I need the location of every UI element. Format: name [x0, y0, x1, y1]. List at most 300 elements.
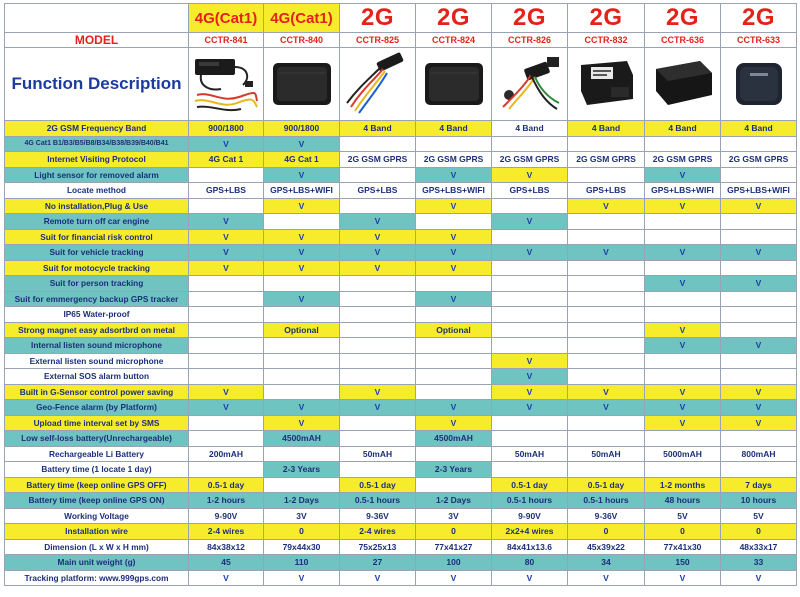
feature-value-cell: V: [721, 384, 797, 400]
generation-header: 2G: [340, 4, 416, 33]
feature-label: Rechargeable Li Battery: [5, 446, 189, 462]
product-image-cctr-841: [189, 48, 264, 121]
feature-value-cell: 110: [264, 555, 340, 571]
feature-value-cell: V: [264, 136, 340, 152]
function-description-title: Function Description: [5, 48, 189, 121]
product-image-cctr-826: [492, 48, 568, 121]
table-row: [5, 400, 797, 416]
feature-value-cell: V: [340, 214, 416, 230]
feature-label: Battery time (1 locate 1 day): [5, 462, 189, 478]
feature-value-cell: [721, 431, 797, 447]
feature-value-cell: [340, 322, 416, 338]
generation-row: [5, 4, 797, 33]
feature-value-cell: [189, 338, 264, 354]
feature-value-cell: [189, 276, 264, 292]
feature-value-cell: [492, 260, 568, 276]
generation-header: 2G: [721, 4, 797, 33]
feature-value-cell: [721, 353, 797, 369]
table-row: [5, 415, 797, 431]
feature-value-cell: 79x44x30: [264, 539, 340, 555]
feature-value-cell: [568, 353, 645, 369]
feature-value-cell: 2G GSM GPRS: [416, 152, 492, 168]
feature-value-cell: [568, 291, 645, 307]
model-name: CCTR-633: [721, 33, 797, 48]
feature-label: Remote turn off car engine: [5, 214, 189, 230]
feature-value-cell: GPS+LBS+WIFI: [416, 183, 492, 199]
feature-value-cell: V: [264, 260, 340, 276]
table-row: [5, 539, 797, 555]
feature-label: Installation wire: [5, 524, 189, 540]
feature-value-cell: [264, 446, 340, 462]
model-label: MODEL: [5, 33, 189, 48]
table-row: [5, 276, 797, 292]
feature-value-cell: 0.5-1 hours: [492, 493, 568, 509]
product-image-cctr-832: [568, 48, 645, 121]
feature-value-cell: [189, 167, 264, 183]
feature-value-cell: [264, 384, 340, 400]
feature-value-cell: [340, 462, 416, 478]
table-row: [5, 167, 797, 183]
product-image-cctr-825: [340, 48, 416, 121]
feature-value-cell: V: [568, 570, 645, 586]
table-row: [5, 183, 797, 199]
feature-value-cell: V: [340, 260, 416, 276]
feature-value-cell: V: [416, 260, 492, 276]
feature-value-cell: 900/1800: [264, 121, 340, 137]
feature-value-cell: V: [492, 353, 568, 369]
feature-value-cell: 4 Band: [568, 121, 645, 137]
feature-value-cell: 1-2 Days: [264, 493, 340, 509]
feature-value-cell: [189, 322, 264, 338]
feature-value-cell: 2-3 Years: [264, 462, 340, 478]
feature-value-cell: 77x41x27: [416, 539, 492, 555]
feature-value-cell: V: [264, 400, 340, 416]
model-name: CCTR-826: [492, 33, 568, 48]
product-image-row: [5, 48, 797, 121]
feature-value-cell: 9-36V: [568, 508, 645, 524]
feature-value-cell: 27: [340, 555, 416, 571]
feature-value-cell: [492, 415, 568, 431]
feature-value-cell: [721, 136, 797, 152]
feature-value-cell: V: [416, 167, 492, 183]
generation-header: 2G: [492, 4, 568, 33]
feature-value-cell: 2G GSM GPRS: [721, 152, 797, 168]
feature-value-cell: V: [416, 245, 492, 261]
table-row: [5, 369, 797, 385]
feature-value-cell: V: [645, 400, 721, 416]
table-row: [5, 307, 797, 323]
feature-value-cell: [340, 291, 416, 307]
feature-label: Main unit weight (g): [5, 555, 189, 571]
feature-value-cell: [189, 415, 264, 431]
feature-value-cell: 77x41x30: [645, 539, 721, 555]
feature-value-cell: [189, 198, 264, 214]
feature-value-cell: 0.5-1 hours: [340, 493, 416, 509]
feature-value-cell: [645, 136, 721, 152]
model-row: [5, 33, 797, 48]
feature-value-cell: V: [721, 400, 797, 416]
feature-value-cell: 2G GSM GPRS: [492, 152, 568, 168]
feature-value-cell: [264, 353, 340, 369]
feature-label: No installation,Plug & Use: [5, 198, 189, 214]
feature-value-cell: [568, 229, 645, 245]
feature-value-cell: [645, 307, 721, 323]
feature-label: Geo-Fence alarm (by Platform): [5, 400, 189, 416]
feature-value-cell: V: [492, 570, 568, 586]
feature-value-cell: V: [264, 245, 340, 261]
feature-label: Battery time (keep online GPS OFF): [5, 477, 189, 493]
feature-value-cell: [416, 369, 492, 385]
feature-value-cell: V: [492, 400, 568, 416]
feature-value-cell: [568, 136, 645, 152]
feature-value-cell: 0: [645, 524, 721, 540]
feature-value-cell: 4G Cat 1: [264, 152, 340, 168]
feature-label: Suit for emmergency backup GPS tracker: [5, 291, 189, 307]
feature-label: Internal listen sound microphone: [5, 338, 189, 354]
feature-value-cell: 45: [189, 555, 264, 571]
feature-value-cell: [645, 431, 721, 447]
feature-value-cell: [492, 276, 568, 292]
feature-value-cell: 4 Band: [721, 121, 797, 137]
feature-value-cell: 4 Band: [492, 121, 568, 137]
feature-value-cell: [645, 260, 721, 276]
feature-value-cell: V: [568, 245, 645, 261]
feature-label: External listen sound microphone: [5, 353, 189, 369]
feature-value-cell: [416, 477, 492, 493]
feature-value-cell: 34: [568, 555, 645, 571]
feature-value-cell: [416, 214, 492, 230]
model-name: CCTR-832: [568, 33, 645, 48]
feature-value-cell: [721, 462, 797, 478]
feature-value-cell: [721, 214, 797, 230]
model-name: CCTR-824: [416, 33, 492, 48]
feature-value-cell: [189, 353, 264, 369]
feature-value-cell: V: [721, 276, 797, 292]
feature-value-cell: 800mAH: [721, 446, 797, 462]
product-image-cctr-840: [264, 48, 340, 121]
feature-value-cell: 45x39x22: [568, 539, 645, 555]
feature-value-cell: [416, 353, 492, 369]
model-name: CCTR-636: [645, 33, 721, 48]
corner-cell: [5, 4, 189, 33]
feature-value-cell: [645, 229, 721, 245]
feature-value-cell: V: [645, 322, 721, 338]
feature-value-cell: V: [492, 369, 568, 385]
generation-header: 2G: [416, 4, 492, 33]
feature-value-cell: 2x2+4 wires: [492, 524, 568, 540]
feature-value-cell: [416, 384, 492, 400]
feature-value-cell: 2G GSM GPRS: [645, 152, 721, 168]
feature-value-cell: 5V: [721, 508, 797, 524]
feature-value-cell: [492, 462, 568, 478]
feature-value-cell: 0.5-1 day: [492, 477, 568, 493]
feature-label: Upload time interval set by SMS: [5, 415, 189, 431]
feature-value-cell: [492, 322, 568, 338]
feature-value-cell: V: [416, 229, 492, 245]
feature-value-cell: [568, 462, 645, 478]
feature-value-cell: [264, 214, 340, 230]
feature-value-cell: Optional: [264, 322, 340, 338]
feature-value-cell: V: [568, 400, 645, 416]
feature-label: IP65 Water-proof: [5, 307, 189, 323]
feature-value-cell: [340, 353, 416, 369]
feature-label: Light sensor for removed alarm: [5, 167, 189, 183]
feature-value-cell: V: [340, 400, 416, 416]
feature-value-cell: 9-90V: [492, 508, 568, 524]
feature-value-cell: [264, 338, 340, 354]
feature-value-cell: 150: [645, 555, 721, 571]
table-row: [5, 570, 797, 586]
comparison-sheet: [4, 3, 796, 586]
feature-value-cell: V: [340, 570, 416, 586]
feature-value-cell: [340, 307, 416, 323]
feature-value-cell: V: [264, 570, 340, 586]
feature-value-cell: V: [189, 214, 264, 230]
feature-value-cell: GPS+LBS+WIFI: [645, 183, 721, 199]
feature-value-cell: V: [645, 167, 721, 183]
feature-value-cell: [264, 276, 340, 292]
model-name: CCTR-840: [264, 33, 340, 48]
feature-value-cell: GPS+LBS: [340, 183, 416, 199]
generation-header: 4G(Cat1): [189, 4, 264, 33]
feature-value-cell: 4 Band: [340, 121, 416, 137]
table-row: [5, 121, 797, 137]
feature-value-cell: 3V: [416, 508, 492, 524]
table-row: [5, 446, 797, 462]
feature-value-cell: 2G GSM GPRS: [340, 152, 416, 168]
feature-value-cell: 0: [416, 524, 492, 540]
product-image-cctr-824: [416, 48, 492, 121]
table-row: [5, 508, 797, 524]
feature-value-cell: 0: [568, 524, 645, 540]
feature-value-cell: [721, 322, 797, 338]
feature-label: External SOS alarm button: [5, 369, 189, 385]
feature-value-cell: [645, 369, 721, 385]
feature-label: Suit for vehicle tracking: [5, 245, 189, 261]
feature-value-cell: 80: [492, 555, 568, 571]
feature-value-cell: [416, 307, 492, 323]
feature-value-cell: V: [264, 167, 340, 183]
feature-value-cell: V: [189, 570, 264, 586]
feature-label: Locate method: [5, 183, 189, 199]
feature-value-cell: 9-36V: [340, 508, 416, 524]
feature-value-cell: V: [189, 400, 264, 416]
feature-value-cell: [645, 462, 721, 478]
generation-header: 4G(Cat1): [264, 4, 340, 33]
feature-value-cell: V: [189, 229, 264, 245]
feature-value-cell: Optional: [416, 322, 492, 338]
feature-value-cell: [721, 260, 797, 276]
feature-value-cell: 2-4 wires: [189, 524, 264, 540]
feature-label: 2G GSM Frequency Band: [5, 121, 189, 137]
feature-value-cell: 84x38x12: [189, 539, 264, 555]
feature-value-cell: 0: [264, 524, 340, 540]
feature-value-cell: 0.5-1 day: [189, 477, 264, 493]
feature-value-cell: 7 days: [721, 477, 797, 493]
feature-value-cell: [492, 431, 568, 447]
table-row: [5, 136, 797, 152]
feature-value-cell: [189, 431, 264, 447]
feature-label: Battery time (keep online GPS ON): [5, 493, 189, 509]
feature-value-cell: [645, 291, 721, 307]
feature-value-cell: GPS+LBS: [189, 183, 264, 199]
table-row: [5, 353, 797, 369]
feature-value-cell: [340, 167, 416, 183]
feature-label: Tracking platform: www.999gps.com: [5, 570, 189, 586]
feature-value-cell: 1-2 months: [645, 477, 721, 493]
feature-value-cell: [568, 415, 645, 431]
feature-value-cell: V: [189, 260, 264, 276]
feature-value-cell: [189, 369, 264, 385]
feature-value-cell: 2G GSM GPRS: [568, 152, 645, 168]
feature-value-cell: [645, 214, 721, 230]
feature-value-cell: 33: [721, 555, 797, 571]
feature-value-cell: [416, 276, 492, 292]
feature-value-cell: V: [721, 570, 797, 586]
table-row: [5, 431, 797, 447]
feature-value-cell: V: [264, 291, 340, 307]
feature-value-cell: 4 Band: [645, 121, 721, 137]
feature-value-cell: 2-4 wires: [340, 524, 416, 540]
feature-value-cell: [189, 291, 264, 307]
feature-value-cell: [416, 446, 492, 462]
table-row: [5, 198, 797, 214]
feature-value-cell: 0.5-1 hours: [568, 493, 645, 509]
table-row: [5, 152, 797, 168]
table-row: [5, 555, 797, 571]
feature-value-cell: [568, 214, 645, 230]
feature-value-cell: [645, 353, 721, 369]
feature-value-cell: 3V: [264, 508, 340, 524]
table-row: [5, 493, 797, 509]
feature-value-cell: [264, 307, 340, 323]
feature-value-cell: V: [645, 245, 721, 261]
feature-label: Strong magnet easy adsortbrd on metal: [5, 322, 189, 338]
feature-label: Dimension (L x W x H mm): [5, 539, 189, 555]
feature-value-cell: 0: [721, 524, 797, 540]
feature-value-cell: 900/1800: [189, 121, 264, 137]
table-row: [5, 214, 797, 230]
feature-label: Low self-loss battery(Unrechargeable): [5, 431, 189, 447]
feature-value-cell: [568, 276, 645, 292]
feature-value-cell: [264, 369, 340, 385]
feature-value-cell: [189, 462, 264, 478]
feature-value-cell: [568, 369, 645, 385]
feature-value-cell: GPS+LBS: [568, 183, 645, 199]
feature-value-cell: [721, 229, 797, 245]
feature-value-cell: V: [189, 245, 264, 261]
feature-value-cell: [416, 136, 492, 152]
feature-value-cell: V: [340, 229, 416, 245]
table-row: [5, 245, 797, 261]
feature-value-cell: V: [340, 384, 416, 400]
feature-value-cell: [568, 322, 645, 338]
feature-value-cell: [721, 167, 797, 183]
feature-value-cell: V: [416, 400, 492, 416]
feature-value-cell: V: [492, 214, 568, 230]
feature-value-cell: [340, 198, 416, 214]
feature-value-cell: 50mAH: [340, 446, 416, 462]
feature-value-cell: [568, 431, 645, 447]
feature-value-cell: V: [568, 384, 645, 400]
feature-value-cell: 5000mAH: [645, 446, 721, 462]
product-image-cctr-636: [645, 48, 721, 121]
feature-value-cell: GPS+LBS+WIFI: [264, 183, 340, 199]
feature-value-cell: 5V: [645, 508, 721, 524]
feature-value-cell: [340, 369, 416, 385]
feature-value-cell: [264, 477, 340, 493]
table-row: [5, 462, 797, 478]
feature-value-cell: [721, 291, 797, 307]
feature-value-cell: 50mAH: [492, 446, 568, 462]
table-row: [5, 322, 797, 338]
feature-value-cell: V: [645, 384, 721, 400]
feature-value-cell: V: [340, 245, 416, 261]
feature-label: Built in G-Sensor control power saving: [5, 384, 189, 400]
feature-value-cell: 4G Cat 1: [189, 152, 264, 168]
feature-value-cell: V: [416, 415, 492, 431]
feature-value-cell: [492, 198, 568, 214]
feature-value-cell: [492, 229, 568, 245]
feature-value-cell: 100: [416, 555, 492, 571]
feature-value-cell: V: [189, 136, 264, 152]
feature-value-cell: V: [721, 198, 797, 214]
feature-value-cell: V: [645, 338, 721, 354]
feature-value-cell: V: [721, 338, 797, 354]
feature-label: Working Voltage: [5, 508, 189, 524]
feature-value-cell: 48x33x17: [721, 539, 797, 555]
feature-value-cell: 10 hours: [721, 493, 797, 509]
feature-label: Suit for motocycle tracking: [5, 260, 189, 276]
feature-value-cell: [189, 307, 264, 323]
feature-value-cell: [416, 338, 492, 354]
feature-value-cell: [721, 369, 797, 385]
feature-value-cell: V: [416, 291, 492, 307]
feature-value-cell: V: [492, 167, 568, 183]
table-row: [5, 338, 797, 354]
feature-value-cell: 48 hours: [645, 493, 721, 509]
feature-value-cell: [340, 338, 416, 354]
table-row: [5, 524, 797, 540]
table-row: [5, 477, 797, 493]
feature-value-cell: 1-2 Days: [416, 493, 492, 509]
feature-value-cell: [568, 167, 645, 183]
feature-value-cell: [568, 307, 645, 323]
feature-value-cell: V: [189, 384, 264, 400]
feature-value-cell: [340, 136, 416, 152]
feature-value-cell: V: [645, 570, 721, 586]
feature-value-cell: V: [492, 384, 568, 400]
feature-value-cell: 2-3 Years: [416, 462, 492, 478]
feature-value-cell: V: [645, 198, 721, 214]
feature-value-cell: 4500mAH: [416, 431, 492, 447]
generation-header: 2G: [645, 4, 721, 33]
product-image-cctr-633: [721, 48, 797, 121]
table-row: [5, 384, 797, 400]
feature-label: 4G Cat1 B1/B3/B5/B8/B34/B38/B39/B40/B41: [5, 136, 189, 152]
table-row: [5, 291, 797, 307]
feature-value-cell: [568, 338, 645, 354]
feature-value-cell: [492, 291, 568, 307]
generation-header: 2G: [568, 4, 645, 33]
feature-value-cell: V: [568, 198, 645, 214]
feature-value-cell: 9-90V: [189, 508, 264, 524]
feature-value-cell: V: [416, 570, 492, 586]
table-row: [5, 229, 797, 245]
feature-value-cell: 4 Band: [416, 121, 492, 137]
feature-value-cell: [340, 276, 416, 292]
feature-value-cell: 4500mAH: [264, 431, 340, 447]
